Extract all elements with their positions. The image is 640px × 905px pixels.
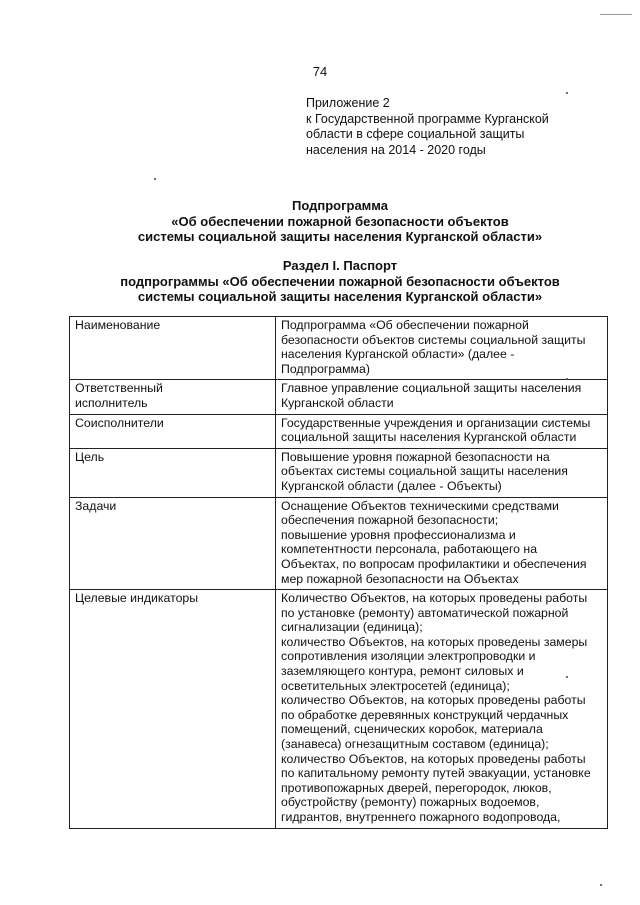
scan-speck	[566, 676, 568, 678]
value-line: по капитальному ремонту путей эвакуации, установке	[281, 766, 591, 781]
value-line: Повышение уровня пожарной безопасности на	[281, 449, 550, 464]
label-line: Ответственный	[75, 381, 163, 396]
heading-line: Подпрограмма	[292, 198, 388, 213]
appendix-note	[306, 96, 606, 158]
row-label	[70, 414, 276, 448]
value-line: социальной защиты населения Курганской области	[281, 430, 577, 445]
table-row	[70, 414, 608, 448]
row-label	[70, 590, 276, 829]
subprogram-heading	[0, 198, 640, 245]
value-line: (занавеса) огнезащитным составом (единица);	[281, 737, 549, 752]
label-line: Задачи	[75, 498, 117, 513]
table-row	[70, 497, 608, 590]
table-row	[70, 380, 608, 414]
heading-line: «Об обеспечении пожарной безопасности объектов	[171, 213, 509, 229]
value-line: по установке (ремонту) автоматической пожарной	[281, 605, 569, 620]
scan-edge-mark	[600, 14, 632, 15]
value-line: заземляющего контура, ремонт силовых и	[281, 664, 524, 679]
label-line: Соисполнители	[75, 415, 164, 430]
value-line: количество Объектов, на которых проведены работы	[281, 751, 586, 766]
value-line: Объектах, по вопросам профилактики и обеспечения	[281, 556, 587, 571]
page-number: 74	[312, 64, 328, 79]
appendix-line: к Государственной программе Курганской	[306, 111, 549, 126]
scan-speck	[566, 92, 568, 94]
value-line: Курганской области (далее - Объекты)	[281, 478, 502, 493]
appendix-line: области в сфере социальной защиты	[306, 127, 525, 141]
row-value	[276, 380, 608, 414]
value-line: повышение уровня профессионализма и	[281, 527, 516, 542]
row-label	[70, 380, 276, 414]
value-line: Подпрограмма «Об обеспечении пожарной	[281, 318, 529, 332]
heading-line: системы социальной защиты населения Курганской области»	[137, 289, 543, 304]
row-value	[276, 317, 608, 380]
value-line: обеспечения пожарной безопасности;	[281, 513, 499, 528]
appendix-line: Приложение 2	[306, 96, 390, 110]
row-label	[70, 497, 276, 590]
value-line: компетентности персонала, работающего на	[281, 542, 538, 557]
heading-line: подпрограммы «Об обеспечении пожарной безопасности объектов	[120, 273, 560, 289]
value-line: Количество Объектов, на которых проведены работы	[281, 591, 588, 606]
row-value	[276, 414, 608, 448]
value-line: количество Объектов, на которых проведены работы	[281, 693, 586, 708]
row-value	[276, 590, 608, 829]
label-line: Целевые индикаторы	[75, 591, 199, 606]
value-line: сопротивления изоляции электропроводки и	[281, 649, 536, 664]
value-line: по обработке деревянных конструкций чердачных	[281, 707, 569, 722]
scan-speck	[154, 178, 156, 180]
value-line: Государственные учреждения и организации системы	[281, 415, 591, 430]
heading-line: Раздел I. Паспорт	[282, 258, 398, 273]
value-line: мер пожарной безопасности на Объектах	[281, 571, 519, 586]
table-row	[70, 317, 608, 380]
passport-table	[69, 316, 608, 829]
value-line: Курганской области	[281, 395, 394, 410]
value-line: Оснащение Объектов техническими средствами	[281, 498, 559, 513]
value-line: Главное управление социальной защиты населения	[281, 381, 582, 396]
value-line: гидрантов, внутреннего пожарного водопровода,	[281, 810, 561, 824]
scan-speck	[600, 884, 602, 886]
label-line: Наименование	[75, 318, 161, 332]
value-line: объектах системы социальной защиты населения	[281, 464, 568, 479]
value-line: сигнализации (единица);	[281, 620, 423, 635]
appendix-line: населения на 2014 - 2020 годы	[306, 142, 486, 157]
row-value	[276, 497, 608, 590]
row-label	[70, 317, 276, 380]
table-row	[70, 590, 608, 829]
value-line: обустройству (ремонту) пожарных водоемов,	[281, 795, 540, 810]
value-line: осветительных электросетей (единица);	[281, 678, 510, 693]
row-value	[276, 448, 608, 497]
table-row	[70, 448, 608, 497]
section-heading	[0, 258, 640, 305]
label-line: исполнитель	[75, 395, 148, 410]
value-line: противопожарных дверей, перегородок, люков,	[281, 780, 552, 795]
value-line: безопасности объектов системы социальной защиты	[281, 332, 586, 347]
row-label	[70, 448, 276, 497]
value-line: количество Объектов, на которых проведены замеры	[281, 634, 588, 649]
value-line: Подпрограмма)	[281, 361, 370, 376]
label-line: Цель	[75, 449, 105, 464]
value-line: помещений, сценических коробок, материала	[281, 722, 543, 737]
heading-line: системы социальной защиты населения Курганской области»	[137, 229, 543, 244]
scan-speck	[566, 378, 568, 380]
value-line: населения Курганской области» (далее -	[281, 347, 515, 362]
